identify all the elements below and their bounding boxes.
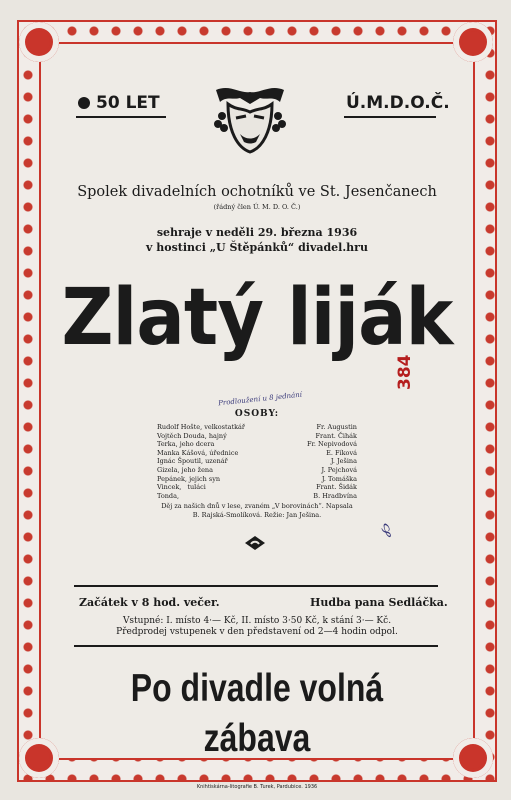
printer-imprint: Knihtiskárna-litografie B. Turek, Pardubice. 1936 — [196, 784, 318, 790]
cast-row: Vincek, tuláci Frant. Šidák — [157, 483, 357, 492]
divider-top — [74, 585, 438, 587]
divider-bottom — [74, 645, 438, 647]
corner-rosette-icon — [453, 22, 493, 62]
member-note: (řádný člen Ú. M. D. O. Č.) — [213, 203, 301, 211]
cast-row: Rudolf Hošte, velkostatkář Fr. Augustin — [157, 423, 357, 431]
cast-row: Manka Kášová, úřednice E. Fíková — [157, 448, 357, 457]
cast-row: Pepánek, jejich syn J. Tomáška — [157, 474, 357, 483]
corner-rosette-icon — [453, 738, 493, 778]
corner-rosette-icon — [19, 22, 59, 62]
cast-row: Vojtěch Douda, hajný Frant. Čihák — [157, 431, 357, 440]
cast-heading: OSOBY: — [234, 409, 280, 419]
play-title: Zlatý liják — [61, 273, 453, 363]
corner-rosette-icon — [19, 738, 59, 778]
setting-note: Děj za našich dnů v lese, zvaném „V borovinách“. Napsala — [161, 502, 353, 510]
start-time: Začátek v 8 hod. večer. — [79, 596, 220, 609]
cast-row: Terka, jeho dcera Fr. Nepivodová — [157, 440, 357, 449]
presale: Předprodej vstupenek v den představení od 2—4 hodin odpol. — [116, 627, 398, 637]
union-label: Ú.M.D.O.Č. — [346, 93, 450, 113]
stamp-number: 384 — [395, 354, 415, 390]
admission: Vstupné: I. místo 4·— Kč, II. místo 3·50 Kč, k stání 3·— Kč. — [122, 616, 392, 626]
anniversary-label: 50 LET — [78, 93, 160, 113]
after-show: Po divadle volná zábava — [130, 667, 384, 760]
ornament-icon — [243, 535, 267, 551]
rule-right — [344, 116, 436, 118]
society-name: Spolek divadelních ochotníků ve St. Jesenčanech — [77, 184, 437, 200]
cast-row: Tonda, B. Hradbvína — [157, 491, 357, 500]
cast-list — [157, 423, 357, 500]
date-line: sehraje v neděli 29. března 1936 — [156, 226, 358, 239]
handwritten-signature: ℘ — [372, 521, 395, 538]
cast-row: Ignác Špoutil, uzenář J. Ješina — [157, 457, 357, 466]
theatre-mask-icon — [210, 82, 290, 156]
music: Hudba pana Sedláčka. — [310, 596, 448, 609]
cast-row: Gizela, jeho žena J. Pejchová — [157, 465, 357, 474]
rule-left — [76, 116, 166, 118]
bullet-icon — [78, 97, 90, 109]
handwritten-note: Prodloužení u 8 jednání — [217, 390, 303, 408]
venue-line: v hostinci „U Štěpánků“ divadel.hru — [146, 241, 368, 254]
author-note: B. Rajská-Smolíková. Režie: Jan Ješina. — [192, 511, 322, 519]
